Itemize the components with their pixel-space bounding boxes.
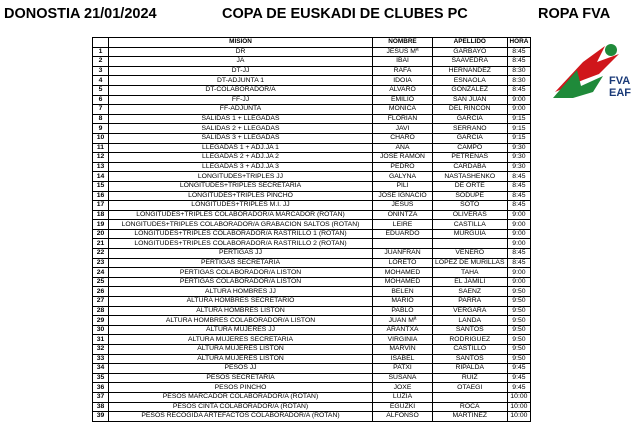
- header-ropa: ROPA FVA: [538, 6, 611, 22]
- row-mision: LONGITUDES+TRIPLES COLABORADOR/A GRABACION SALTOS (ROTAN): [109, 220, 373, 230]
- header-location-date: DONOSTIA 21/01/2024: [4, 6, 157, 22]
- table-row: [93, 210, 531, 220]
- row-mision: ALTURA HOMBRES SECRETARIO: [109, 297, 373, 307]
- row-hora: 9:50: [507, 306, 531, 316]
- row-mision: PESOS SECRETARIA: [109, 373, 373, 383]
- row-nombre: [373, 239, 433, 249]
- row-nombre: MARVIN: [373, 345, 433, 355]
- row-hora: 8:30: [507, 66, 531, 76]
- row-hora: 9:50: [507, 354, 531, 364]
- row-number: 8: [93, 114, 109, 124]
- row-number: 28: [93, 306, 109, 316]
- row-hora: 8:45: [507, 47, 531, 57]
- row-number: 2: [93, 57, 109, 67]
- row-mision: ALTURA MUJERES LISTON: [109, 354, 373, 364]
- row-number: 9: [93, 124, 109, 134]
- row-apellido: CASTILLA: [433, 220, 508, 230]
- row-number: 36: [93, 383, 109, 393]
- table-row: [93, 335, 531, 345]
- col-nombre-header: NOMBRE: [373, 38, 433, 48]
- table-row: [93, 383, 531, 393]
- table-row: [93, 114, 531, 124]
- row-mision: JA: [109, 57, 373, 67]
- row-mision: PERTIGAS JJ: [109, 249, 373, 259]
- row-mision: PERTIGAS COLABORADOR/A LISTON: [109, 277, 373, 287]
- row-mision: ALTURA MUJERES SECRETARIA: [109, 335, 373, 345]
- row-hora: 9:30: [507, 143, 531, 153]
- row-number: 4: [93, 76, 109, 86]
- row-nombre: PABLO: [373, 306, 433, 316]
- row-nombre: PATXI: [373, 364, 433, 374]
- row-mision: LONGITUDES+TRIPLES COLABORADOR/A MARCADOR (ROTAN): [109, 210, 373, 220]
- row-number: 38: [93, 402, 109, 412]
- table-row: [93, 220, 531, 230]
- row-nombre: JAVI: [373, 124, 433, 134]
- row-nombre: ONINTZA: [373, 210, 433, 220]
- table-row: [93, 172, 531, 182]
- table-row: [93, 239, 531, 249]
- row-number: 23: [93, 258, 109, 268]
- row-number: 6: [93, 95, 109, 105]
- row-nombre: CHARO: [373, 133, 433, 143]
- row-mision: DT-ADJUNTA 1: [109, 76, 373, 86]
- row-nombre: RAFA: [373, 66, 433, 76]
- row-number: 18: [93, 210, 109, 220]
- table-body: [93, 47, 531, 421]
- row-mision: LLEGADAS 1 + ADJ.JA 1: [109, 143, 373, 153]
- row-number: 33: [93, 354, 109, 364]
- row-number: 25: [93, 277, 109, 287]
- row-number: 1: [93, 47, 109, 57]
- table-row: [93, 191, 531, 201]
- row-mision: SALIDAS 3 + LLEGADAS: [109, 133, 373, 143]
- row-mision: PESOS PINCHO: [109, 383, 373, 393]
- row-hora: 8:45: [507, 85, 531, 95]
- row-number: 34: [93, 364, 109, 374]
- row-nombre: BELEN: [373, 287, 433, 297]
- row-hora: 8:30: [507, 76, 531, 86]
- row-hora: 8:45: [507, 181, 531, 191]
- row-hora: 10:00: [507, 402, 531, 412]
- row-nombre: PILI: [373, 181, 433, 191]
- row-mision: FF-JJ: [109, 95, 373, 105]
- row-nombre: ALFONSO: [373, 412, 433, 422]
- row-apellido: RIPALDA: [433, 364, 508, 374]
- row-mision: PERTIGAS SECRETARIA: [109, 258, 373, 268]
- row-number: 3: [93, 66, 109, 76]
- table-header-row: [93, 38, 531, 48]
- row-apellido: DE ORTE: [433, 181, 508, 191]
- row-hora: 9:00: [507, 220, 531, 230]
- row-apellido: CAMPO: [433, 143, 508, 153]
- row-nombre: LORETO: [373, 258, 433, 268]
- page-header: [0, 6, 639, 26]
- table-row: [93, 316, 531, 326]
- row-nombre: EGUZKI: [373, 402, 433, 412]
- row-mision: LLEGADAS 3 + ADJ.JA 3: [109, 162, 373, 172]
- row-apellido: ROCA: [433, 402, 508, 412]
- row-number: 12: [93, 153, 109, 163]
- row-apellido: VERGARA: [433, 306, 508, 316]
- row-mision: ALTURA HOMBRES JJ: [109, 287, 373, 297]
- row-number: 30: [93, 325, 109, 335]
- row-apellido: SAN JUAN: [433, 95, 508, 105]
- row-mision: DR: [109, 47, 373, 57]
- table-row: [93, 95, 531, 105]
- row-mision: ALTURA MUJERES LISTON: [109, 345, 373, 355]
- table-row: [93, 249, 531, 259]
- row-hora: 9:45: [507, 373, 531, 383]
- table-row: [93, 373, 531, 383]
- row-nombre: JOXE: [373, 383, 433, 393]
- row-apellido: NASTASHENKO: [433, 172, 508, 182]
- row-apellido: SODUPE: [433, 191, 508, 201]
- row-nombre: EDUARDO: [373, 229, 433, 239]
- row-nombre: JESUS Mª: [373, 47, 433, 57]
- row-mision: ALTURA HOMBRES LISTON: [109, 306, 373, 316]
- row-nombre: VIRGINIA: [373, 335, 433, 345]
- row-nombre: JOSE IGNACIO: [373, 191, 433, 201]
- row-hora: 9:45: [507, 383, 531, 393]
- row-apellido: EL JAMILI: [433, 277, 508, 287]
- assignments-table: [92, 37, 531, 422]
- row-number: 31: [93, 335, 109, 345]
- row-apellido: RODRIGUEZ: [433, 335, 508, 345]
- row-number: 22: [93, 249, 109, 259]
- row-nombre: ARANTXA: [373, 325, 433, 335]
- row-apellido: DEL RINCON: [433, 105, 508, 115]
- table-row: [93, 105, 531, 115]
- row-hora: 9:30: [507, 153, 531, 163]
- row-hora: 9:00: [507, 210, 531, 220]
- row-nombre: ISABEL: [373, 354, 433, 364]
- row-mision: LONGITUDES+TRIPLES COLABORADOR/A RASTRILLO 2 (ROTAN): [109, 239, 373, 249]
- row-nombre: JUAN Mª: [373, 316, 433, 326]
- table-row: [93, 354, 531, 364]
- row-mision: LONGITUDES+TRIPLES SECRETARIA: [109, 181, 373, 191]
- row-hora: 9:15: [507, 124, 531, 134]
- row-hora: 9:00: [507, 229, 531, 239]
- row-apellido: SANTOS: [433, 354, 508, 364]
- row-hora: 9:00: [507, 239, 531, 249]
- table-row: [93, 143, 531, 153]
- row-number: 29: [93, 316, 109, 326]
- table-row: [93, 258, 531, 268]
- row-mision: SALIDAS 1 + LLEGADAS: [109, 114, 373, 124]
- row-apellido: VENERO: [433, 249, 508, 259]
- table-row: [93, 47, 531, 57]
- row-number: 24: [93, 268, 109, 278]
- row-hora: 9:30: [507, 162, 531, 172]
- row-nombre: IBAI: [373, 57, 433, 67]
- row-apellido: OLIVERAS: [433, 210, 508, 220]
- row-mision: FF-ADJUNTA: [109, 105, 373, 115]
- row-apellido: [433, 392, 508, 402]
- col-num-header: [93, 38, 109, 48]
- table-row: [93, 162, 531, 172]
- row-mision: LONGITUDES+TRIPLES PINCHO: [109, 191, 373, 201]
- row-number: 20: [93, 229, 109, 239]
- row-nombre: MOHAMED: [373, 268, 433, 278]
- row-number: 35: [93, 373, 109, 383]
- row-mision: PESOS MARCADOR COLABORADOR/A (ROTAN): [109, 392, 373, 402]
- row-number: 27: [93, 297, 109, 307]
- row-apellido: MURGUIA: [433, 229, 508, 239]
- col-apellido-header: APELLIDO: [433, 38, 508, 48]
- logo-text-fva: FVA: [609, 75, 631, 87]
- row-nombre: SUSANA: [373, 373, 433, 383]
- row-number: 21: [93, 239, 109, 249]
- row-hora: 9:50: [507, 316, 531, 326]
- row-number: 32: [93, 345, 109, 355]
- table-row: [93, 229, 531, 239]
- row-apellido: CASTILLO: [433, 345, 508, 355]
- row-number: 19: [93, 220, 109, 230]
- row-hora: 8:45: [507, 258, 531, 268]
- row-number: 16: [93, 191, 109, 201]
- table-row: [93, 76, 531, 86]
- table-row: [93, 201, 531, 211]
- row-mision: LONGITUDES+TRIPLES COLABORADOR/A RASTRILLO 1 (ROTAN): [109, 229, 373, 239]
- col-hora-header: HORA: [507, 38, 531, 48]
- table-row: [93, 402, 531, 412]
- row-apellido: GONZALEZ: [433, 85, 508, 95]
- table-row: [93, 364, 531, 374]
- table-row: [93, 392, 531, 402]
- row-number: 37: [93, 392, 109, 402]
- row-number: 39: [93, 412, 109, 422]
- table-row: [93, 297, 531, 307]
- table-row: [93, 133, 531, 143]
- table-row: [93, 325, 531, 335]
- row-nombre: IDOIA: [373, 76, 433, 86]
- row-number: 17: [93, 201, 109, 211]
- row-nombre: FLORIAN: [373, 114, 433, 124]
- row-apellido: ESNAOLA: [433, 76, 508, 86]
- row-nombre: LUZIA: [373, 392, 433, 402]
- row-number: 13: [93, 162, 109, 172]
- row-number: 5: [93, 85, 109, 95]
- row-nombre: JOSE RAMON: [373, 153, 433, 163]
- row-number: 14: [93, 172, 109, 182]
- row-nombre: ALVARO: [373, 85, 433, 95]
- row-apellido: SAENZ: [433, 287, 508, 297]
- row-apellido: [433, 239, 508, 249]
- row-hora: 9:45: [507, 364, 531, 374]
- row-apellido: GARCIA: [433, 133, 508, 143]
- col-mision-header: MISION: [109, 38, 373, 48]
- row-hora: 9:15: [507, 114, 531, 124]
- row-hora: 10:00: [507, 412, 531, 422]
- row-hora: 9:50: [507, 345, 531, 355]
- row-mision: ALTURA MUJERES JJ: [109, 325, 373, 335]
- row-nombre: JUANFRAN: [373, 249, 433, 259]
- row-hora: 8:45: [507, 172, 531, 182]
- row-mision: LLEGADAS 2 + ADJ.JA 2: [109, 153, 373, 163]
- row-nombre: LEIRE: [373, 220, 433, 230]
- row-nombre: MOHAMED: [373, 277, 433, 287]
- row-apellido: LOPEZ DE MURILLAS: [433, 258, 508, 268]
- row-apellido: CARDABA: [433, 162, 508, 172]
- row-apellido: GARBAYO: [433, 47, 508, 57]
- row-mision: SALIDAS 2 + LLEGADAS: [109, 124, 373, 134]
- row-apellido: SANTOS: [433, 325, 508, 335]
- row-apellido: RUIZ: [433, 373, 508, 383]
- table-row: [93, 57, 531, 67]
- row-nombre: JESUS: [373, 201, 433, 211]
- row-apellido: LANDA: [433, 316, 508, 326]
- fva-eaf-logo: [553, 40, 633, 100]
- row-mision: PESOS RECOGIDA ARTEFACTOS COLABORADOR/A (ROTAN): [109, 412, 373, 422]
- row-nombre: EMILIO: [373, 95, 433, 105]
- row-apellido: MARTINEZ: [433, 412, 508, 422]
- logo-text-eaf: EAF: [609, 87, 631, 99]
- row-mision: LONGITUDES+TRIPLES M.I. JJ: [109, 201, 373, 211]
- table-row: [93, 124, 531, 134]
- row-hora: 9:00: [507, 105, 531, 115]
- row-hora: 9:50: [507, 325, 531, 335]
- row-nombre: PEDRO: [373, 162, 433, 172]
- row-apellido: HERNANDEZ: [433, 66, 508, 76]
- table-row: [93, 66, 531, 76]
- table-row: [93, 277, 531, 287]
- row-hora: 9:50: [507, 297, 531, 307]
- row-apellido: SAAVEDRA: [433, 57, 508, 67]
- row-hora: 9:00: [507, 95, 531, 105]
- row-hora: 10:00: [507, 392, 531, 402]
- row-mision: PESOS CINTA COLABORADOR/A (ROTAN): [109, 402, 373, 412]
- row-number: 26: [93, 287, 109, 297]
- row-hora: 9:00: [507, 277, 531, 287]
- row-apellido: OTAEGI: [433, 383, 508, 393]
- table-row: [93, 345, 531, 355]
- table-row: [93, 287, 531, 297]
- row-hora: 9:15: [507, 133, 531, 143]
- table-row: [93, 153, 531, 163]
- row-mision: DT-JJ: [109, 66, 373, 76]
- row-nombre: GALYNA: [373, 172, 433, 182]
- row-hora: 8:45: [507, 57, 531, 67]
- row-number: 11: [93, 143, 109, 153]
- table-row: [93, 412, 531, 422]
- row-number: 15: [93, 181, 109, 191]
- row-apellido: PETREÑAS: [433, 153, 508, 163]
- row-hora: 8:45: [507, 191, 531, 201]
- table-row: [93, 181, 531, 191]
- row-hora: 8:45: [507, 249, 531, 259]
- row-hora: 9:00: [507, 268, 531, 278]
- row-nombre: MARIO: [373, 297, 433, 307]
- row-apellido: SOTO: [433, 201, 508, 211]
- row-mision: ALTURA HOMBRES COLABORADOR/A LISTON: [109, 316, 373, 326]
- row-mision: LONGITUDES+TRIPLES JJ: [109, 172, 373, 182]
- row-apellido: SERRANO: [433, 124, 508, 134]
- row-apellido: PARRA: [433, 297, 508, 307]
- row-hora: 9:50: [507, 335, 531, 345]
- table-row: [93, 85, 531, 95]
- table-row: [93, 306, 531, 316]
- row-mision: DT-COLABORADOR/A: [109, 85, 373, 95]
- row-hora: 9:50: [507, 287, 531, 297]
- row-number: 10: [93, 133, 109, 143]
- row-nombre: MONICA: [373, 105, 433, 115]
- row-hora: 8:45: [507, 201, 531, 211]
- row-mision: PERTIGAS COLABORADOR/A LISTON: [109, 268, 373, 278]
- row-mision: PESOS JJ: [109, 364, 373, 374]
- row-number: 7: [93, 105, 109, 115]
- row-apellido: GARCIA: [433, 114, 508, 124]
- logo-head: [605, 44, 617, 56]
- table-row: [93, 268, 531, 278]
- row-nombre: ANA: [373, 143, 433, 153]
- row-apellido: TAHA: [433, 268, 508, 278]
- header-event-title: COPA DE EUSKADI DE CLUBES PC: [222, 6, 468, 22]
